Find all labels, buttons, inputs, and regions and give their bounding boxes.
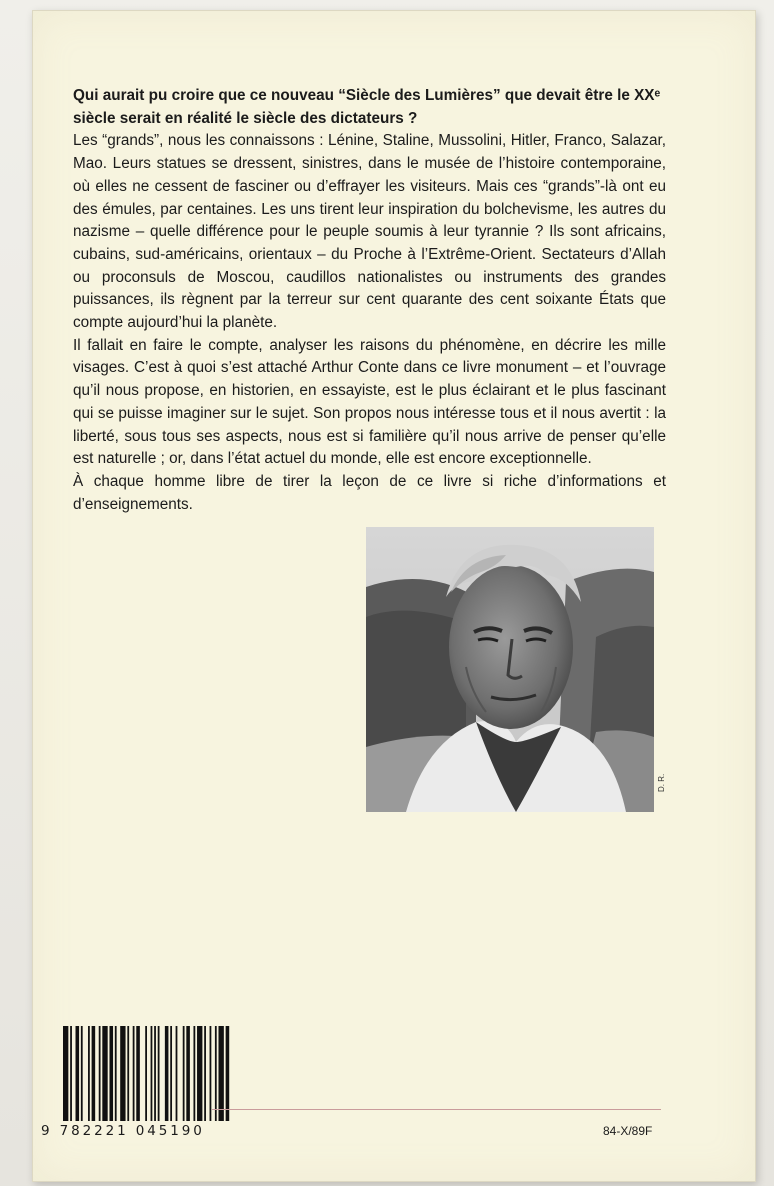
barcode-bar [154,1026,156,1121]
paragraph-1: Les “grands”, nous les connaissons : Lénine, Staline, Mussolini, Hitler, Franco, Salazar, Mao. Leurs statues se dressent, sinistres, dans le musée de l’histoire contemporaine, où elles ne cessent de fasciner ou d’effrayer les visiteurs. Mais ces “grands”-là ont eu des émules, par centaines. Les uns tirent leur inspiration du bolchevisme, les autres du nazisme – quelle différence pour le peuple soumis à leur tyrannie ? Ils sont africains, cubains, sud-américains, orientaux – du Proche à l’Extrême-Orient. Sectateurs d’Allah ou proconsuls de Moscou, caudillos nationalistes ou instruments des grandes puissances, ils règnent par la terreur sur cent quarante des cent soixante États que compte aujourd’hui la planète. [73,132,666,332]
barcode-bar [183,1026,185,1121]
barcode-bar [158,1026,160,1121]
blurb-text [73,85,666,516]
photo-credit: D. R. [657,773,666,792]
price-code: 84-X/89F [603,1124,653,1138]
barcode-bar [226,1026,230,1121]
barcode-bar [92,1026,96,1121]
divider-line [212,1109,661,1110]
barcode-icon [63,1026,231,1121]
barcode-bar [151,1026,153,1121]
barcode-bar [215,1026,217,1121]
barcode-bar [165,1026,169,1121]
barcode-bar [204,1026,206,1121]
barcode-bar [102,1026,107,1121]
barcode-bar [133,1026,135,1121]
barcode-bar [197,1026,202,1121]
barcode-bar [63,1026,68,1121]
barcode-bar [218,1026,223,1121]
barcode-bar [120,1026,125,1121]
barcode-bar [81,1026,83,1121]
barcode-bar [145,1026,147,1121]
barcode-bar [186,1026,190,1121]
barcode-bar [193,1026,195,1121]
barcode-bar [176,1026,178,1121]
barcode-bar [109,1026,113,1121]
barcode-bar [88,1026,90,1121]
headline: Qui aurait pu croire que ce nouveau “Siècle des Lumières” que devait être le XXᵉ siècle serait en réalité le siècle des dictateurs ? [73,87,661,127]
barcode-bar [76,1026,80,1121]
author-photo [366,527,654,812]
barcode-bar [210,1026,212,1121]
barcode-bar [99,1026,101,1121]
barcode-bar [115,1026,117,1121]
barcode-bar [70,1026,72,1121]
paragraph-2: Il fallait en faire le compte, analyser les raisons du phénomène, en décrire les mille visages. C’est à quoi s’est attaché Arthur Conte dans ce livre monument – et l’ouvrage qu’il nous propose, en historien, en essayiste, est le plus éclairant et le plus fascinant qui se puisse imaginer sur le sujet. Son propos nous intéresse tous et il nous avertit : la liberté, sous tous ses aspects, nous est si familière qu’il nous arrive de penser qu’elle est naturelle ; or, dans l’état actuel du monde, elle est encore exceptionnelle. [73,336,666,468]
author-portrait-drawing [366,527,654,812]
isbn-number: 9 782221 045190 [41,1123,205,1139]
barcode-bar [136,1026,140,1121]
barcode-bar [127,1026,129,1121]
paragraph-3: À chaque homme libre de tirer la leçon de ce livre si riche d’informations et d’enseignements. [73,472,666,513]
barcode-bar [170,1026,172,1121]
